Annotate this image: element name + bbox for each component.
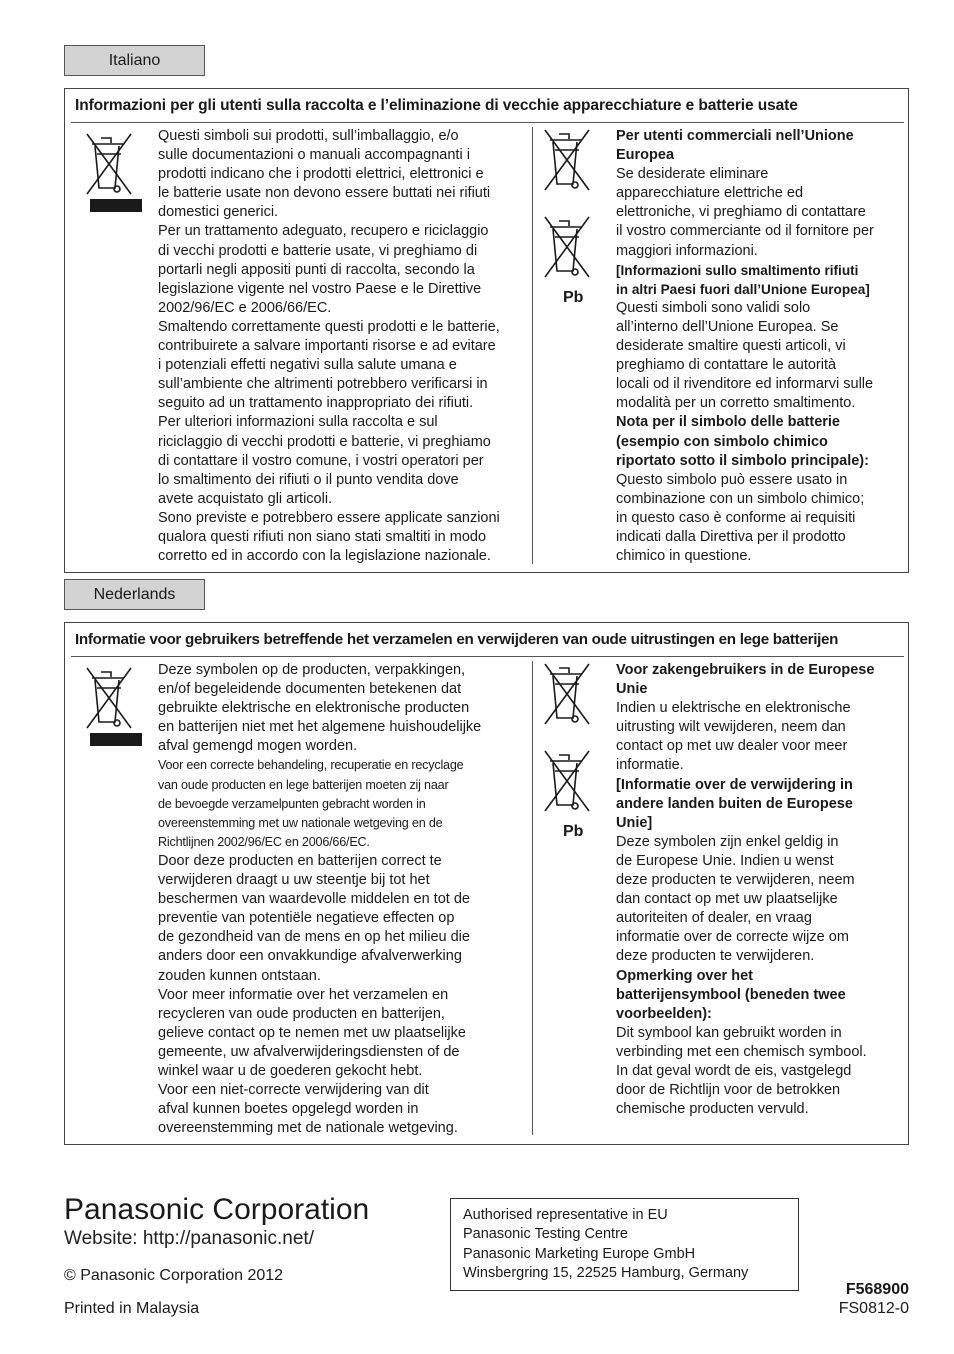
rep-line: Authorised representative in EU (463, 1207, 668, 1223)
text-line: Questo simbolo può essere usato in (616, 471, 848, 488)
text-line: i potenziali effetti negativi sulla salute umana e (158, 357, 457, 374)
text-line: corretto ed in accordo con la legislazione nazionale. (158, 548, 491, 565)
text-line: combinazione con un simbolo chimico; (616, 490, 865, 507)
text-line: gemeente, uw afvalverwijderingsdiensten of de (158, 1043, 460, 1060)
text-line: Per un trattamento adeguato, recupero e riciclaggio (158, 223, 489, 240)
text-line: Richtlijnen 2002/96/EC en 2006/66/EC. (158, 834, 370, 849)
text-line: Deze symbolen zijn enkel geldig in (616, 833, 839, 850)
weee-bin-icon (543, 128, 591, 192)
brand-name: Panasonic Corporation (64, 1193, 370, 1226)
weee-bin-icon (85, 666, 133, 730)
text-line: voorbeelden): (616, 1005, 712, 1022)
text-line: Europea (616, 147, 675, 164)
text-line: In dat geval wordt de eis, vastgelegd (616, 1062, 852, 1079)
text-line: de bevoegde verzamelpunten gebracht worden in (158, 796, 426, 811)
text-line: in questo caso è conforme ai requisiti (616, 509, 856, 526)
copyright: © Panasonic Corporation 2012 (64, 1267, 284, 1284)
italiano-left-text (158, 127, 500, 566)
text-line: Voor meer informatie over het verzamelen en (158, 986, 449, 1003)
text-line: elettroniche, vi preghiamo di contattare (616, 204, 866, 221)
text-line: qualora questi rifiuti non siano stati smaltiti in modo (158, 528, 487, 545)
weee-bin-icon (543, 749, 591, 813)
text-line: Indien u elektrische en elektronische (616, 700, 851, 717)
black-bar-mark (90, 199, 142, 212)
text-line: Dit symbool kan gebruikt worden in (616, 1024, 842, 1041)
text-line: Unie (616, 681, 648, 698)
text-line: preventie van potentiële negatieve effecten op (158, 910, 455, 927)
text-line: afval gemengd mogen worden. (158, 738, 358, 755)
section-nederlands (64, 622, 909, 1145)
text-line: all’interno dell’Unione Europea. Se (616, 318, 839, 335)
text-line: Nota per il simbolo delle batterie (616, 414, 840, 431)
rep-line: Winsbergring 15, 22525 Hamburg, Germany (463, 1264, 749, 1281)
text-line: anders door een onvakkundige afvalverwerking (158, 948, 462, 965)
text-line: [Informatie over de verwijdering in (616, 776, 853, 793)
text-line: desiderate smaltire questi articoli, vi (616, 338, 846, 355)
text-line: contribuirete a salvare importanti risorse e ad evitare (158, 338, 496, 355)
text-line: indicati dalla Direttiva per il prodotto (616, 528, 846, 545)
text-line: en batterijen niet met het algemene huishoudelijke (158, 719, 482, 736)
document-code: F568900 (845, 1281, 909, 1298)
text-line: il vostro commerciante od il fornitore per (616, 223, 874, 240)
text-line: riportato sotto il simbolo principale): (616, 452, 869, 469)
text-line: in altri Paesi fuori dall’Unione Europea] (616, 281, 870, 297)
text-line: beschermen van waardevolle middelen en tot de (158, 891, 470, 908)
text-line: chemische producten vervuld. (616, 1101, 809, 1118)
text-line: Unie] (616, 814, 653, 831)
text-line: Se desiderate eliminare (616, 166, 769, 183)
text-line: de Europese Unie. Indien u wenst (616, 852, 834, 869)
black-bar-mark (90, 733, 142, 746)
text-line: domestici generici. (158, 204, 279, 221)
weee-bin-icon (85, 132, 133, 196)
lang-tab-italiano: Italiano (64, 45, 205, 76)
text-line: van oude producten en lege batterijen moeten zij naar (158, 777, 449, 792)
rep-line: Panasonic Testing Centre (463, 1226, 628, 1243)
text-line: Sono previste e potrebbero essere applicate sanzioni (158, 509, 500, 526)
text-line: winkel waar u de goederen gekocht hebt. (158, 1062, 423, 1079)
text-line: avete acquistato gli articoli. (158, 490, 333, 507)
text-line: modalità per un corretto smaltimento. (616, 395, 856, 412)
text-line: uitrusting wilt vewijderen, neem dan (616, 719, 846, 736)
text-line: gebruikte elektrische en elektronische producten (158, 700, 470, 717)
text-line: 2002/96/EC e 2006/66/EC. (158, 299, 332, 316)
text-line: lo smaltimento dei rifiuti o il punto vendita dove (158, 471, 459, 488)
text-line: de gezondheid van de mens en op het milieu die (158, 929, 470, 946)
text-line: Door deze producten en batterijen correct te (158, 852, 442, 869)
nederlands-right-text (616, 661, 874, 1119)
pb-label: Pb (563, 289, 584, 306)
text-line: contact op met uw dealer voor meer (616, 738, 848, 755)
text-line: Voor een correcte behandeling, recuperatie en recyclage (158, 758, 464, 773)
pb-label: Pb (563, 823, 584, 840)
text-line: batterijensymbool (beneden twee (616, 986, 846, 1003)
text-line: Per ulteriori informazioni sulla raccolta e sul (158, 414, 438, 431)
text-line: dan contact op met uw plaatselijke (616, 891, 838, 908)
text-line: overeenstemming met de nationale wetgeving. (158, 1120, 458, 1137)
text-line: sull’ambiente che altrimenti potrebbero verificarsi in (158, 376, 488, 393)
text-line: deze producten te verwijderen. (616, 948, 815, 965)
text-line: chimico in questione. (616, 548, 752, 565)
weee-bin-icon (543, 215, 591, 279)
text-line: verbinding met een chemisch symbool. (616, 1043, 867, 1060)
printed-in: Printed in Malaysia (64, 1300, 200, 1317)
rep-line: Panasonic Marketing Europe GmbH (463, 1245, 696, 1262)
text-line: door de Richtlijn voor de betrokken (616, 1082, 841, 1099)
text-line: locali od il rivenditore ed informarvi sulle (616, 376, 874, 393)
text-line: Opmerking over het (616, 967, 753, 984)
text-line: riciclaggio di vecchi prodotti e batterie, vi preghiamo (158, 433, 491, 450)
text-line: [Informazioni sullo smaltimento rifiuti (616, 262, 859, 278)
nederlands-left-text (158, 661, 481, 1138)
text-line: legislazione vigente nel vostro Paese e le Direttive (158, 280, 482, 297)
italiano-right-text (616, 127, 874, 566)
text-line: di vecchi prodotti e batterie usate, vi preghiamo di (158, 242, 478, 259)
text-line: gelieve contact op te nemen met uw plaatselijke (158, 1024, 466, 1041)
website-link[interactable]: Website: http://panasonic.net/ (64, 1228, 314, 1249)
text-line: verwijderen draagt u uw steentje bij tot het (158, 872, 430, 889)
text-line: (esempio con simbolo chimico (616, 433, 828, 450)
weee-bin-icon (543, 662, 591, 726)
authorised-representative-box (450, 1198, 799, 1291)
text-line: Questi simboli sui prodotti, sull’imballaggio, e/o (158, 128, 459, 144)
text-line: di contattare il vostro comune, i vostri operatori per (158, 452, 484, 469)
text-line: en/of begeleidende documenten betekenen dat (158, 681, 462, 698)
text-line: maggiori informazioni. (616, 242, 758, 259)
section-title: Informazioni per gli utenti sulla raccolta e l’eliminazione di vecchie apparecchiature e batterie usate (75, 97, 798, 114)
text-line: Per utenti commerciali nell’Unione (616, 128, 854, 144)
text-line: Deze symbolen op de producten, verpakkingen, (158, 662, 466, 678)
lang-tab-nederlands: Nederlands (64, 579, 205, 610)
text-line: apparecchiature elettriche ed (616, 185, 804, 202)
text-line: overeenstemming met uw nationale wetgeving en de (158, 815, 443, 830)
text-line: seguito ad un trattamento inappropriato dei rifiuti. (158, 395, 474, 412)
text-line: andere landen buiten de Europese (616, 795, 853, 812)
text-line: sulle documentazioni o manuali accompagnanti i (158, 147, 470, 164)
text-line: Voor zakengebruikers in de Europese (616, 662, 875, 678)
text-line: informatie. (616, 757, 684, 774)
text-line: informatie over de correcte wijze om (616, 929, 849, 946)
text-line: Voor een niet-correcte verwijdering van dit (158, 1082, 429, 1099)
text-line: Smaltendo correttamente questi prodotti e le batterie, (158, 318, 500, 335)
text-line: recycleren van oude producten en batterijen, (158, 1005, 445, 1022)
text-line: afval kunnen boetes opgelegd worden in (158, 1101, 419, 1118)
document-subcode: FS0812-0 (838, 1300, 909, 1317)
text-line: prodotti indicano che i prodotti elettrici, elettronici e (158, 166, 484, 183)
text-line: autoriteiten of dealer, en vraag (616, 910, 812, 927)
section-italiano (64, 88, 909, 573)
text-line: preghiamo di contattare le autorità (616, 357, 837, 374)
text-line: le batterie usate non devono essere buttati nei rifiuti (158, 185, 491, 202)
text-line: deze producten te verwijderen, neem (616, 872, 855, 889)
text-line: Questi simboli sono validi solo (616, 299, 811, 316)
text-line: zouden kunnen ontstaan. (158, 967, 321, 984)
text-line: portarli negli appositi punti di raccolta, secondo la (158, 261, 475, 278)
section-title: Informatie voor gebruikers betreffende het verzamelen en verwijderen van oude uitrustingen en lege batterijen (75, 631, 839, 648)
